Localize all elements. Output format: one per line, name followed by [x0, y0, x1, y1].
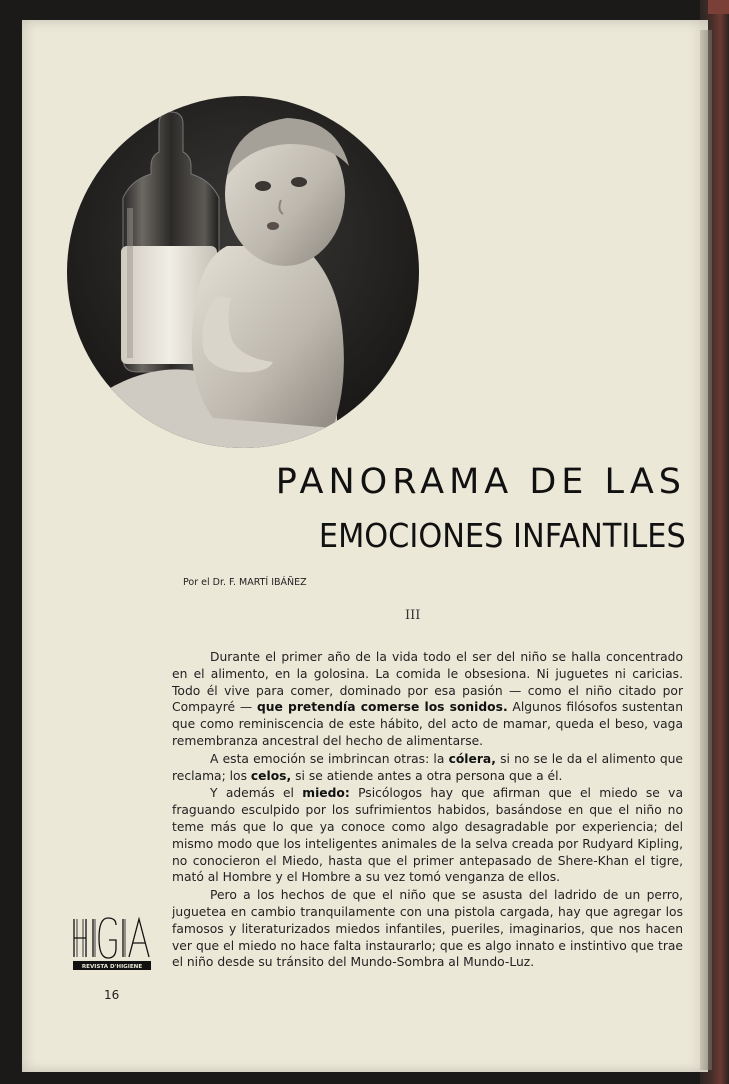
paragraph-text: Algunos filósofos sustentan que como reminiscencia de este hábito, del acto de mamar, queda el beso, vaga remembranza ancestral del hecho de alimentarse.	[172, 700, 683, 748]
article-body	[172, 649, 683, 972]
baby-bottle-illustration	[67, 96, 419, 448]
paragraph-text: Psicólogos hay que afirman que el miedo se va fraguando esculpido por los sufrimientos habidos, basándose en que el niño no teme más que lo que ya conoce como algo desagradable por experiencia; del mismo modo que los inteligentes animales de la selva creada por Rudyard Kipling, no conocieron el Miedo, hasta que el primer antepasado de Shere-Khan el tigre, mató al Hombre y el Hombre a su vez tomó venganza de ellos.	[172, 786, 683, 885]
binding-strip	[708, 0, 729, 14]
paragraph-text: A esta emoción se imbrincan otras: la	[210, 751, 449, 766]
emphasis-text: cólera,	[448, 751, 496, 766]
page-gutter-shadow	[700, 30, 712, 1070]
paragraph-text: Y además el	[210, 786, 303, 801]
article-title-line1: PANORAMA DE LAS	[275, 462, 686, 502]
page-number: 16	[104, 988, 120, 1002]
author-byline: Por el Dr. F. MARTÍ IBÁÑEZ	[183, 577, 307, 588]
body-paragraph	[172, 785, 683, 886]
emphasis-text: celos,	[250, 768, 292, 783]
paragraph-text: si se atiende antes a otra persona que a él.	[291, 768, 563, 783]
paragraph-text: si no se le da el alimento que reclama; los	[172, 751, 683, 783]
body-paragraph	[172, 751, 683, 785]
article-title-line2: EMOCIONES INFANTILES	[319, 516, 686, 555]
paragraph-text: Durante el primer año de la vida todo el ser del niño se halla concentrado en el alimento, en la golosina. La comida le obsesiona. Ni juguetes ni caricias. Todo él vive para comer, dominado por esa pasión — como el niño citado por Compayré —	[172, 650, 683, 715]
section-number: III	[405, 608, 421, 623]
body-paragraph	[172, 649, 683, 750]
higia-logo	[71, 915, 153, 975]
emphasis-text: que pretendía comerse los sonidos.	[256, 700, 508, 715]
body-paragraph	[172, 887, 683, 971]
paragraph-text: Pero a los hechos de que el niño que se asusta del ladrido de un perro, juguetea en cambio tranquilamente con una pistola cargada, hay que agregar los famosos y literaturizados miedos infantiles, pueriles, imaginarios, que nos hacen ver que el miedo no hace falta instaurarlo; que es algo innato e instintivo que trae el niño desde su tránsito del Mundo-Sombra al Mundo-Luz.	[172, 888, 683, 970]
svg-text:REVISTA D'HIGIENE: REVISTA D'HIGIENE	[81, 964, 143, 971]
emphasis-text: miedo:	[302, 786, 350, 801]
